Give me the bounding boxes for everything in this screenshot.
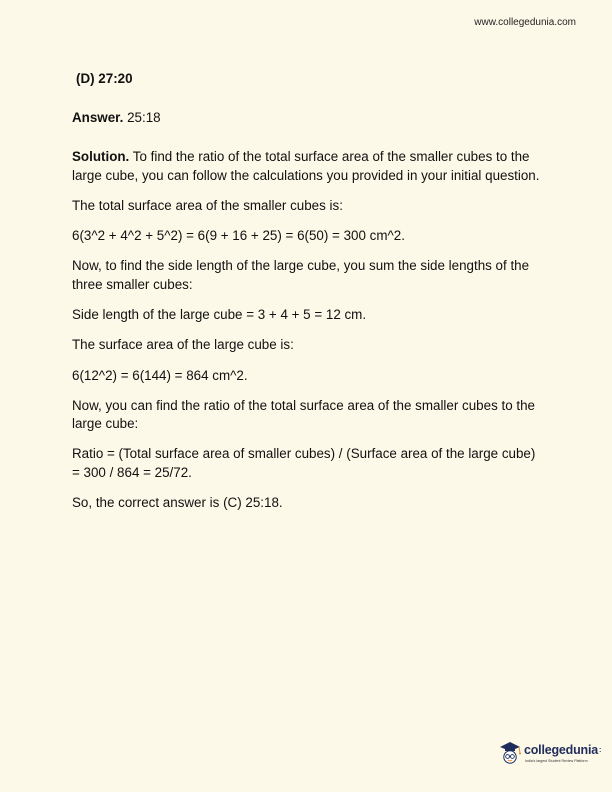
solution-line: Now, to find the side length of the large cube, you sum the side lengths of the three smaller cubes: [72, 258, 530, 292]
answer-line [72, 109, 542, 128]
logo-suffix: : [599, 747, 602, 754]
answer-value: 25:18 [123, 109, 161, 125]
option-d: (D) 27:20 [76, 71, 133, 86]
solution-line: Now, you can find the ratio of the total surface area of the smaller cubes to the large cube: [72, 397, 535, 432]
solution-line: The surface area of the large cube is: [72, 337, 294, 353]
logo-wordmark [524, 743, 601, 757]
solution-conclusion: So, the correct answer is (C) 25:18. [72, 495, 283, 511]
solution-line: The total surface area of the smaller cubes is: [72, 197, 343, 213]
solution-line: Ratio = (Total surface area of smaller cubes) / (Surface area of the large cube) = 300 / 864 = 25/72. [72, 446, 536, 481]
solution-line: 6(12^2) = 6(144) = 864 cm^2. [72, 367, 248, 383]
solution-line: Side length of the large cube = 3 + 4 + 5 = 12 cm. [72, 307, 367, 323]
logo-tagline: India's largest Student Review Platform [525, 759, 588, 763]
solution-intro-text: To find the ratio of the total surface area of the smaller cubes to the large cube, you can follow the calculations you provided in your initial question. [72, 149, 540, 183]
site-url: www.collegedunia.com [474, 17, 576, 28]
answer-label: Answer. [72, 109, 124, 125]
graduate-mascot-icon [498, 738, 524, 770]
logo-text: collegedunia [524, 743, 599, 757]
solution-intro [72, 148, 542, 185]
solution-label: Solution. [72, 149, 130, 165]
collegedunia-logo [498, 738, 602, 772]
solution-line: 6(3^2 + 4^2 + 5^2) = 6(9 + 16 + 25) = 6(50) = 300 cm^2. [72, 228, 405, 244]
document-body [72, 70, 542, 524]
